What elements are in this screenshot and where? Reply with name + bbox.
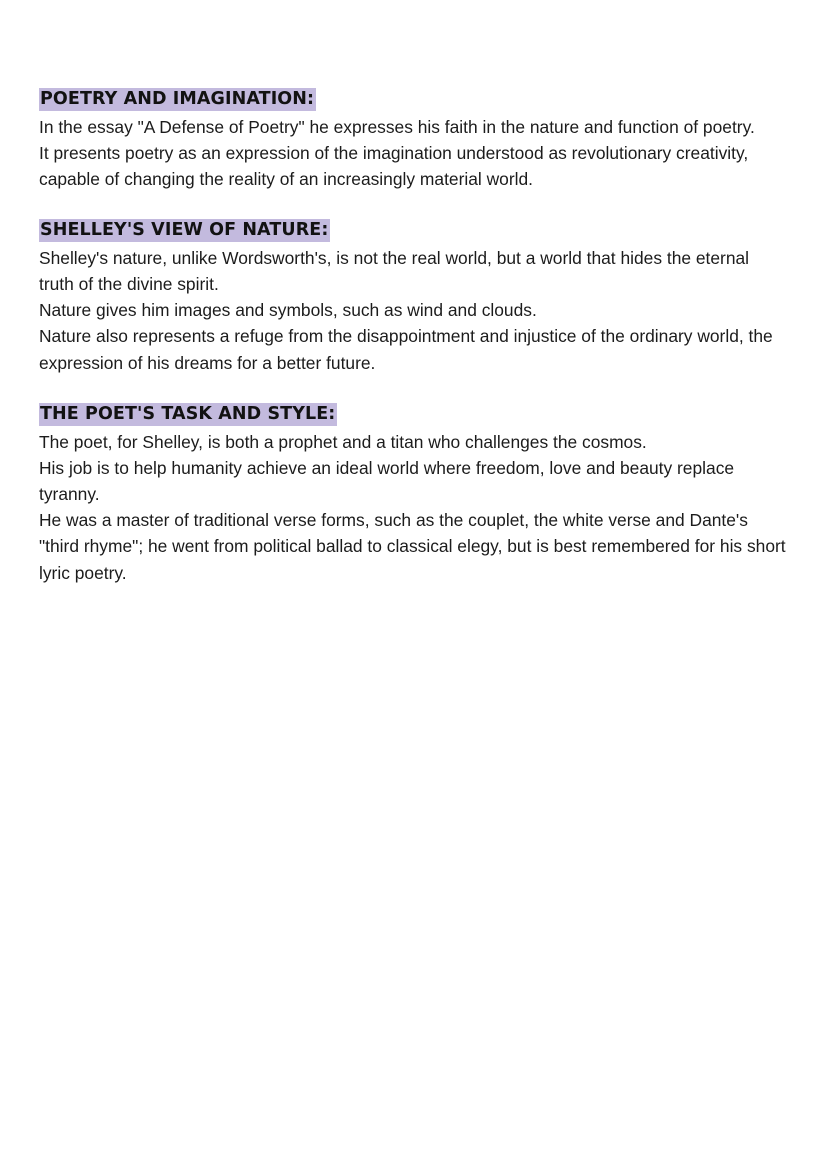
paragraph: His job is to help humanity achieve an ideal world where freedom, love and beauty replace tyranny. <box>39 457 735 504</box>
section-heading-text: SHELLEY'S VIEW OF NATURE: <box>40 220 329 241</box>
paragraph: In the essay "A Defense of Poetry" he expresses his faith in the nature and function of poetry. <box>39 116 755 137</box>
paragraph: Nature also represents a refuge from the disappointment and injustice of the ordinary world, the expression of his dreams for a better future. <box>39 326 773 373</box>
section-heading-text: THE POET'S TASK AND STYLE: <box>40 403 336 424</box>
section-poetry-and-imagination <box>39 88 788 192</box>
paragraph: Shelley's nature, unlike Wordsworth's, is not the real world, but a world that hides the eternal truth of the divine spirit. <box>39 247 750 295</box>
section-the-poets-task-and-style <box>39 403 788 586</box>
paragraph: It presents poetry as an expression of the imagination understood as revolutionary creativity, capable of changing the reality of an increasingly material world. <box>39 142 749 190</box>
section-heading <box>39 403 788 427</box>
paragraph: The poet, for Shelley, is both a prophet and a titan who challenges the cosmos. <box>39 431 647 452</box>
section-heading-text: POETRY AND IMAGINATION: <box>40 89 315 109</box>
section-shelleys-view-of-nature <box>39 219 788 376</box>
paragraph: He was a master of traditional verse forms, such as the couplet, the white verse and Dante's "third rhyme"; he went from political ballad to classical elegy, but is best remembered for his short lyric poetry. <box>39 510 786 583</box>
section-heading <box>39 88 788 112</box>
section-heading <box>39 219 788 243</box>
paragraph: Nature gives him images and symbols, such as wind and clouds. <box>39 300 537 321</box>
